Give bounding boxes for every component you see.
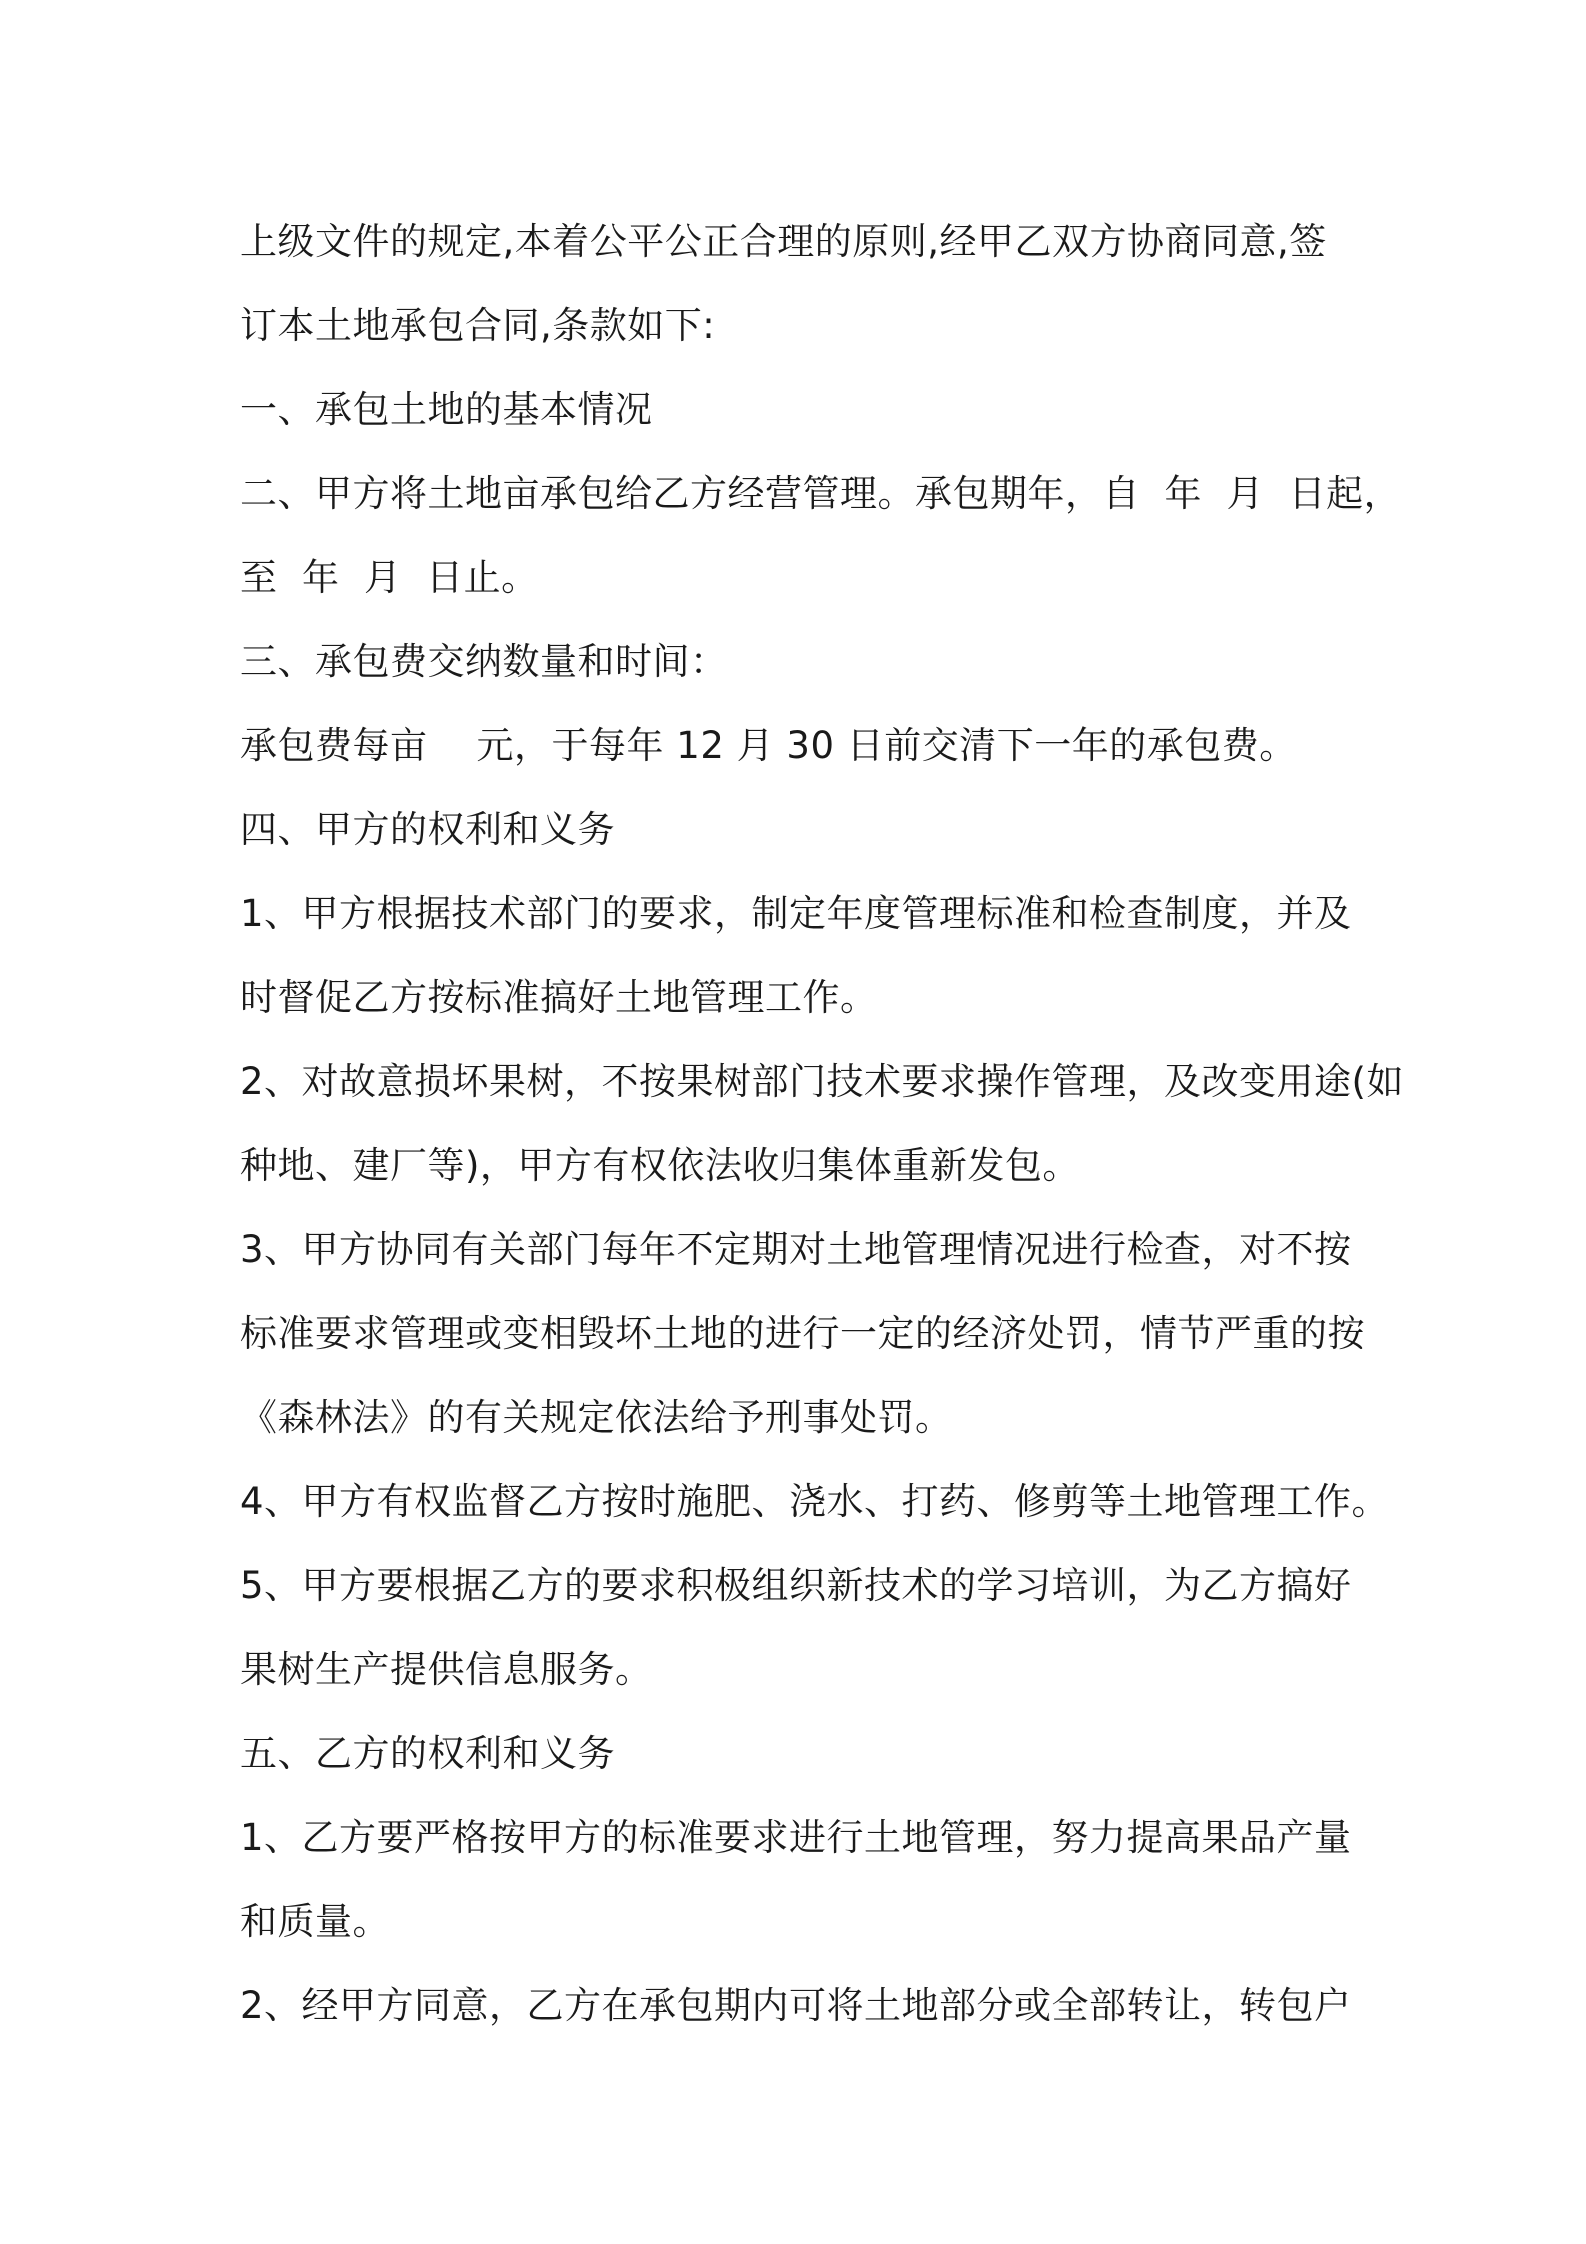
section-heading: 一、承包土地的基本情况 xyxy=(240,388,653,431)
text-line: 4、甲方有权监督乙方按时施肥、浇水、打药、修剪等土地管理工作。 xyxy=(240,1480,1390,1523)
text-line: 上级文件的规定,本着公平公正合理的原则,经甲乙双方协商同意,签 xyxy=(240,220,1327,263)
text-line: 2、对故意损坏果树，不按果树部门技术要求操作管理，及改变用途(如 xyxy=(240,1060,1404,1103)
text-line: 《森林法》的有关规定依法给予刑事处罚。 xyxy=(240,1396,953,1439)
text-line: 2、经甲方同意，乙方在承包期内可将土地部分或全部转让，转包户 xyxy=(240,1984,1352,2027)
section-heading: 四、甲方的权利和义务 xyxy=(240,808,615,851)
text-line: 时督促乙方按标准搞好土地管理工作。 xyxy=(240,976,878,1019)
text-line: 至 年 月 日止。 xyxy=(240,556,539,599)
text-line: 和质量。 xyxy=(240,1900,390,1943)
text-line: 3、甲方协同有关部门每年不定期对土地管理情况进行检查，对不按 xyxy=(240,1228,1352,1271)
text-line: 订本土地承包合同,条款如下: xyxy=(240,304,716,347)
text-line: 5、甲方要根据乙方的要求积极组织新技术的学习培训，为乙方搞好 xyxy=(240,1564,1352,1607)
text-line: 承包费每亩 元，于每年 12 月 30 日前交清下一年的承包费。 xyxy=(240,724,1297,767)
text-line: 标准要求管理或变相毁坏土地的进行一定的经济处罚，情节严重的按 xyxy=(240,1312,1365,1355)
text-line: 1、乙方要严格按甲方的标准要求进行土地管理，努力提高果品产量 xyxy=(240,1816,1352,1859)
contract-body xyxy=(240,200,1404,2048)
section-heading: 三、承包费交纳数量和时间： xyxy=(240,640,728,683)
text-line: 种地、建厂等)，甲方有权依法收归集体重新发包。 xyxy=(240,1144,1080,1187)
section-heading: 五、乙方的权利和义务 xyxy=(240,1732,615,1775)
text-line: 果树生产提供信息服务。 xyxy=(240,1648,653,1691)
text-line: 1、甲方根据技术部门的要求，制定年度管理标准和检查制度，并及 xyxy=(240,892,1352,935)
section-heading: 二、甲方将土地亩承包给乙方经营管理。承包期年，自 年 月 日起， xyxy=(240,472,1402,515)
